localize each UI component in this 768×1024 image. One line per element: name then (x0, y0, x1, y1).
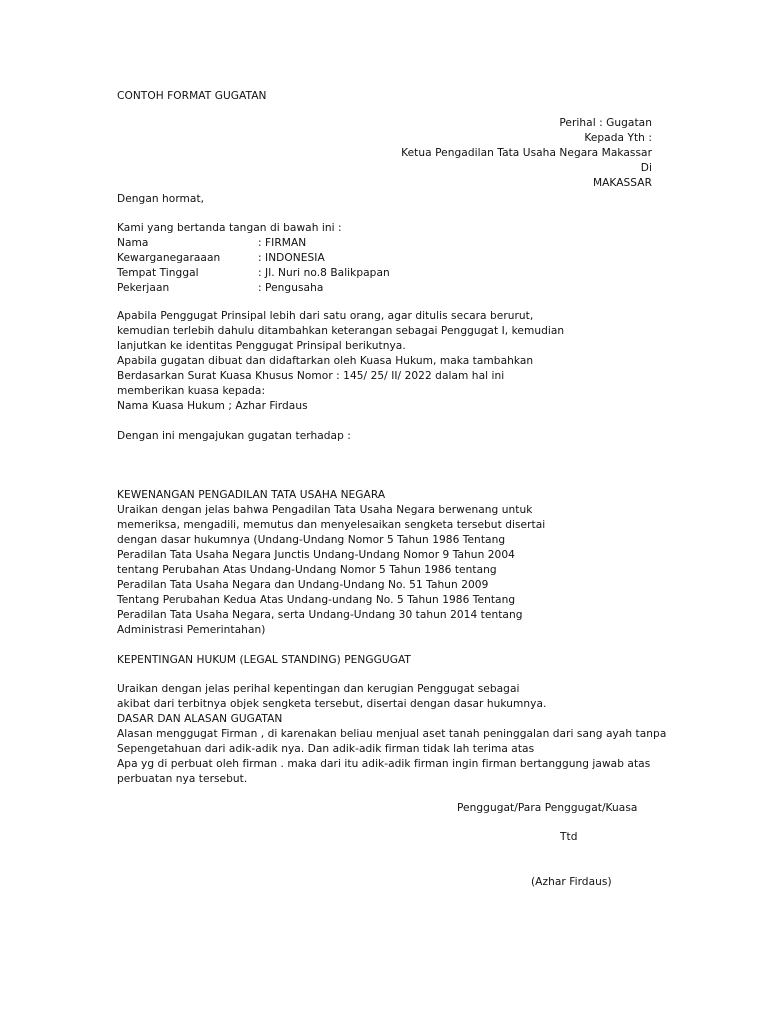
paragraph-line: Tentang Perubahan Kedua Atas Undang-undang No. 5 Tahun 1986 Tentang (117, 594, 516, 606)
paragraph-line: Administrasi Pemerintahan) (117, 624, 266, 636)
salutation: Dengan hormat, (117, 193, 205, 205)
paragraph-line: kemudian terlebih dahulu ditambahkan keterangan sebagai Penggugat I, kemudian (117, 325, 565, 337)
paragraph-line: Peradilan Tata Usaha Negara dan Undang-Undang No. 51 Tahun 2009 (117, 579, 489, 591)
paragraph-line: Berdasarkan Surat Kuasa Khusus Nomor : 145/ 25/ II/ 2022 dalam hal ini (117, 370, 505, 382)
signature-role: Penggugat/Para Penggugat/Kuasa (457, 802, 638, 814)
paragraph-line: dengan dasar hukumnya (Undang-Undang Nomor 5 Tahun 1986 Tentang (117, 534, 506, 546)
dasar-heading: DASAR DAN ALASAN GUGATAN (117, 713, 283, 725)
identity-value: : Jl. Nuri no.8 Balikpapan (258, 267, 390, 279)
mengajukan-line: Dengan ini mengajukan gugatan terhadap : (117, 430, 351, 442)
document-title: CONTOH FORMAT GUGATAN (117, 90, 267, 102)
identity-value: : FIRMAN (258, 237, 307, 249)
signature-name: (Azhar Firdaus) (531, 876, 612, 888)
paragraph-line: Peradilan Tata Usaha Negara Junctis Undang-Undang Nomor 9 Tahun 2004 (117, 549, 515, 561)
paragraph-line: Alasan menggugat Firman , di karenakan beliau menjual aset tanah peninggalan dari sang ayah tanpa (117, 728, 667, 740)
paragraph-line: Nama Kuasa Hukum ; Azhar Firdaus (117, 400, 308, 412)
paragraph-line: perbuatan nya tersebut. (117, 773, 248, 785)
paragraph-line: lanjutkan ke identitas Penggugat Prinsipal berikutnya. (117, 340, 406, 352)
paragraph-line: tentang Perubahan Atas Undang-Undang Nomor 5 Tahun 1986 tentang (117, 564, 497, 576)
addressee-line: Ketua Pengadilan Tata Usaha Negara Makassar (401, 147, 652, 159)
di-line: Di (640, 162, 652, 174)
intro-line: Kami yang bertanda tangan di bawah ini : (117, 222, 342, 234)
signature-ttd: Ttd (560, 831, 578, 843)
paragraph-line: Sepengetahuan dari adik-adik nya. Dan adik-adik firman tidak lah terima atas (117, 743, 535, 755)
perihal-line: Perihal : Gugatan (559, 117, 652, 129)
city-line: MAKASSAR (592, 177, 652, 189)
identity-label: Tempat Tinggal (117, 267, 199, 279)
paragraph-line: Apabila Penggugat Prinsipal lebih dari satu orang, agar ditulis secara berurut, (117, 310, 534, 322)
paragraph-line: Apa yg di perbuat oleh firman . maka dari itu adik-adik firman ingin firman bertanggung jawab atas (117, 758, 651, 770)
paragraph-line: memberikan kuasa kepada: (117, 385, 266, 397)
kepentingan-heading: KEPENTINGAN HUKUM (LEGAL STANDING) PENGGUGAT (117, 654, 411, 666)
identity-value: : Pengusaha (258, 282, 324, 294)
paragraph-line: Uraikan dengan jelas bahwa Pengadilan Tata Usaha Negara berwenang untuk (117, 504, 533, 516)
paragraph-line: Apabila gugatan dibuat dan didaftarkan oleh Kuasa Hukum, maka tambahkan (117, 355, 534, 367)
identity-label: Kewarganegaraaan (117, 252, 221, 264)
identity-value: : INDONESIA (258, 252, 325, 264)
kepada-line: Kepada Yth : (584, 132, 652, 144)
kewenangan-heading: KEWENANGAN PENGADILAN TATA USAHA NEGARA (117, 489, 386, 501)
identity-label: Nama (117, 237, 149, 249)
identity-label: Pekerjaan (117, 282, 170, 294)
paragraph-line: memeriksa, mengadili, memutus dan menyelesaikan sengketa tersebut disertai (117, 519, 546, 531)
paragraph-line: akibat dari terbitnya objek sengketa tersebut, disertai dengan dasar hukumnya. (117, 698, 547, 710)
paragraph-line: Uraikan dengan jelas perihal kepentingan dan kerugian Penggugat sebagai (117, 683, 520, 695)
paragraph-line: Peradilan Tata Usaha Negara, serta Undang-Undang 30 tahun 2014 tentang (117, 609, 523, 621)
